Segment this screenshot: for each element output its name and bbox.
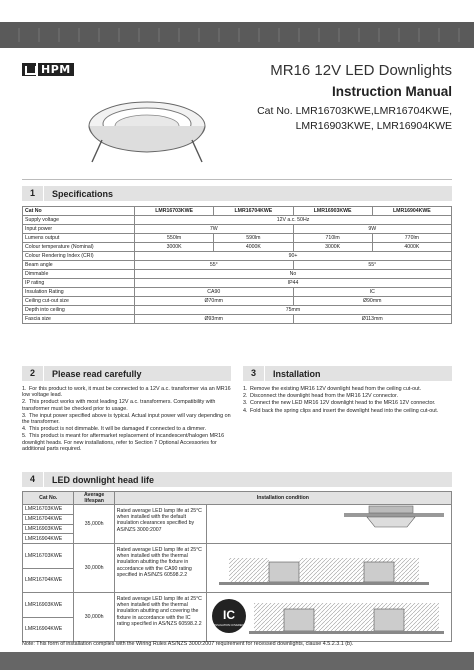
footer-band [0,652,474,670]
specifications-table [22,206,452,324]
table-cell: Rated average LED lamp life at 25°C when installed with the thermal insulation abutting the fixture in accordance with the CA90 rating specified in AS/NZS 60598.2.2 [114,544,206,593]
table-header-cell: Average lifespan [74,492,114,505]
section-number: 1 [22,186,44,201]
table-cell: LMR16703KWE [23,505,74,515]
table-header-cell: Cat No [23,207,135,216]
table-cell: Ø90mm [293,297,452,306]
table-cell: 4000K [214,243,293,252]
table-cell: Lumens output [23,234,135,243]
list-item: 3. Connect the new LED MR16 12V downlight head to the MR16 12V connector. [243,400,436,407]
table-cell: CA90 [135,288,294,297]
section-title: LED downlight head life [52,474,154,485]
table-cell: Colour Rendering Index (CRI) [23,252,135,261]
list-item: 1. Remove the existing MR16 12V downlight head from the ceiling cut-out. [243,386,422,392]
list-item: 2. Disconnect the downlight head from the MR16 12V connector. [243,393,399,400]
table-cell: 30,000h [74,544,114,593]
installation-figure-cell [207,544,452,593]
table-cell: 4000K [372,243,451,252]
table-cell: 90+ [135,252,452,261]
installation-figure-cell [207,593,452,642]
table-cell: Rated average LED lamp life at 25°C when installed with the thermal insulation abutting and covering the fixture in accordance with the IC rating specified in AS/NZS 60598.2.2 [114,593,206,642]
header-band-pattern [0,28,474,42]
section-number: 2 [22,366,44,381]
section-title: Installation [273,368,321,379]
list-item: 1. For this product to work, it must be connected to a 12V a.c. transformer via an MR16 low voltage lead. [22,386,231,399]
ic-badge-subtext: INSULATION COVERED [214,624,244,627]
table-cell: 710lm [293,234,372,243]
ca90-diagram [209,544,449,590]
table-cell: LMR16704KWE [23,514,74,524]
table-row [23,505,452,515]
table-cell: LMR16703KWE [23,544,74,569]
list-item: 3. The input power specified above is typical. Actual input power will vary depending on the transformer. [22,412,231,426]
installation-list [243,386,452,415]
table-header-cell: Installation condition [114,492,451,505]
list-item: 4. Fold back the spring clips and insert the downlight head into the ceiling cut-out. [243,407,439,414]
table-cell: Insulation Rating [23,288,135,297]
table-row [23,252,452,261]
lifespan-table [22,491,452,642]
table-row [23,593,452,618]
table-cell: 35,000h [74,505,114,544]
table-cell: 12V a.c. 50Hz [135,216,452,225]
table-cell: Supply voltage [23,216,135,225]
table-cell: Rated average LED lamp life at 25°C when installed with the default insulation clearances specified by AS/NZS 3000:2007 [114,505,206,544]
table-cell: IP rating [23,279,135,288]
table-cell: LMR16704KWE [23,568,74,593]
section-title: Specifications [52,188,114,199]
table-cell: 3000K [135,243,214,252]
section-number: 4 [22,472,44,487]
house-icon [22,63,36,76]
table-row [23,306,452,315]
table-cell: LMR16904KWE [23,534,74,544]
brand-logo [22,63,74,76]
table-cell: Fascia size [23,315,135,324]
table-cell: IC [293,288,452,297]
clearance-diagram [209,505,449,541]
section-life-header [22,472,452,487]
section-title: Please read carefully [52,368,142,379]
table-cell: Dimmable [23,270,135,279]
table-cell: IP44 [135,279,452,288]
section-please-read-header [22,366,231,381]
table-row [23,225,452,234]
list-item: 2. This product works with most leading 12V a.c. transformers. Compatibility with transformer must be checked prior to usage. [22,399,216,412]
ic-badge [212,599,246,633]
table-row [23,315,452,324]
table-cell: Ø113mm [293,315,452,324]
document-type: Instruction Manual [331,84,452,99]
table-row [23,243,452,252]
table-cell: 7W [135,225,294,234]
product-title: MR16 12V LED Downlights [270,62,452,79]
table-cell: Depth into ceiling [23,306,135,315]
section-specifications-header [22,186,452,201]
table-cell: 75mm [135,306,452,315]
table-cell: 30,000h [74,593,114,642]
ic-badge-text: IC [223,608,235,622]
table-header-cell: LMR16904KWE [372,207,451,216]
ic-diagram [209,593,449,639]
table-row [23,492,452,505]
table-header-cell: LMR16703KWE [135,207,214,216]
list-item: 5. This product is meant for aftermarket replacement of incandescent/halogen MR16 downlight heads. For new installations, refer to Section 7 Optional Accessories for additional parts required. [22,433,225,452]
brand-logo-text: HPM [38,63,74,76]
table-cell: Ø93mm [135,315,294,324]
table-row [23,544,452,569]
list-item: 4. This product is not dimmable. It will be damaged if connected to a dimmer. [22,426,207,433]
divider [22,179,452,180]
table-cell: 55° [293,261,452,270]
table-cell: 9W [293,225,452,234]
table-cell: No [135,270,452,279]
table-row [23,288,452,297]
table-row [23,216,452,225]
table-cell: Ceiling cut-out size [23,297,135,306]
section-number: 3 [243,366,265,381]
table-cell: LMR16903KWE [23,524,74,534]
table-header-cell: Cat No. [23,492,74,505]
table-row [23,279,452,288]
table-cell: Beam angle [23,261,135,270]
table-cell: Colour temperature (Nominal) [23,243,135,252]
table-row [23,261,452,270]
table-cell: LMR16903KWE [23,593,74,618]
installation-figure-cell [207,505,452,544]
table-row [23,234,452,243]
title-block [192,62,452,134]
table-cell: 590lm [214,234,293,243]
table-cell: 550lm [135,234,214,243]
table-cell: 3000K [293,243,372,252]
please-read-list [22,386,231,453]
table-row [23,270,452,279]
section-installation-header [243,366,452,381]
table-row [23,297,452,306]
table-cell: 770lm [372,234,451,243]
cat-numbers-line-1: Cat No. LMR16703KWE,LMR16704KWE, [257,105,452,117]
table-header-cell: LMR16903KWE [293,207,372,216]
table-cell: Ø70mm [135,297,294,306]
table-row [23,207,452,216]
table-cell: LMR16904KWE [23,617,74,642]
table-cell: Input power [23,225,135,234]
cat-numbers-line-2: LMR16903KWE, LMR16904KWE [295,120,452,132]
footnote: Note: This form of installation complies with the Wiring Rules AS/NZS 3000:2007 requirement for recessed downlights, clause 4.5.2.3.1 (b). [22,641,354,647]
table-cell: 55° [135,261,294,270]
table-header-cell: LMR16704KWE [214,207,293,216]
